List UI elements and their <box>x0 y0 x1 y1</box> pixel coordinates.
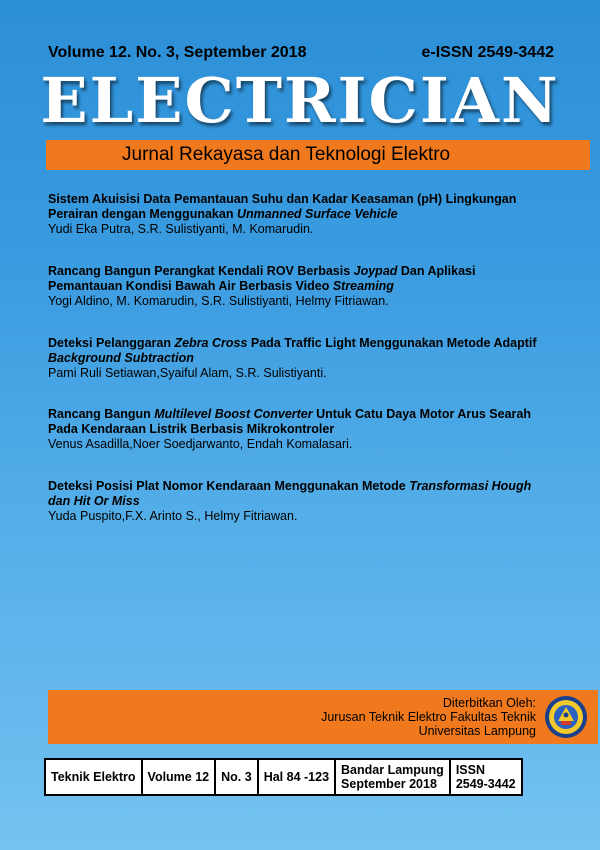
issn-label: ISSN <box>455 763 486 777</box>
subtitle-bar <box>46 140 590 170</box>
article-1[interactable] <box>48 192 548 237</box>
article-title: Rancang Bangun Perangkat Kendali ROV Berbasis Joypad Dan Aplikasi Pemantauan Kondisi Bawah Air Berbasis Video Streaming <box>48 264 476 293</box>
number-cell: No. 3 <box>216 760 259 794</box>
journal-subtitle: Jurnal Rekayasa dan Teknologi Elektro <box>122 144 451 165</box>
date: September 2018 <box>341 777 437 791</box>
journal-title: ELECTRICIAN <box>40 64 560 137</box>
department-cell: Teknik Elektro <box>46 760 143 794</box>
pages-cell: Hal 84 -123 <box>259 760 336 794</box>
article-title: Deteksi Posisi Plat Nomor Kendaraan Menggunakan Metode Transformasi Hough dan Hit Or Miss <box>48 479 532 508</box>
volume-cell: Volume 12 <box>143 760 217 794</box>
publisher-university: Universitas Lampung <box>418 724 536 738</box>
publisher-text <box>321 696 536 738</box>
article-title: Rancang Bangun Multilevel Boost Converter Untuk Catu Daya Motor Arus Searah Pada Kendaraan Listrik Berbasis Mikrokontroler <box>48 407 531 436</box>
article-authors: Yudi Eka Putra, S.R. Sulistiyanti, M. Komarudin. <box>48 222 314 236</box>
article-authors: Yogi Aldino, M. Komarudin, S.R. Sulistiyanti, Helmy Fitriawan. <box>48 294 389 308</box>
issn-value: 2549-3442 <box>455 777 516 791</box>
issn-cell <box>451 760 521 794</box>
eissn: e-ISSN 2549-3442 <box>421 44 554 61</box>
article-authors: Pami Ruli Setiawan,Syaiful Alam, S.R. Sulistiyanti. <box>48 366 327 380</box>
issue-info-table <box>44 758 523 796</box>
article-authors: Yuda Puspito,F.X. Arinto S., Helmy Fitriawan. <box>48 509 298 523</box>
publisher-bar <box>48 690 598 744</box>
article-authors: Venus Asadilla,Noer Soedjarwanto, Endah Komalasari. <box>48 437 353 451</box>
header-line <box>48 44 554 66</box>
place: Bandar Lampung <box>341 763 444 777</box>
volume-info: Volume 12. No. 3, September 2018 <box>48 44 307 61</box>
article-2[interactable] <box>48 264 548 309</box>
university-seal-icon <box>544 695 588 739</box>
publisher-department: Jurusan Teknik Elektro Fakultas Teknik <box>321 710 536 724</box>
article-title: Sistem Akuisisi Data Pemantauan Suhu dan Kadar Keasaman (pH) Lingkungan Perairan dengan Menggunakan Unmanned Surface Vehicle <box>48 192 517 221</box>
article-4[interactable] <box>48 407 548 452</box>
article-title: Deteksi Pelanggaran Zebra Cross Pada Traffic Light Menggunakan Metode Adaptif Background Subtraction <box>48 336 537 365</box>
article-5[interactable] <box>48 479 548 524</box>
article-3[interactable] <box>48 336 548 381</box>
place-date-cell <box>336 760 451 794</box>
publisher-label: Diterbitkan Oleh: <box>442 696 536 710</box>
